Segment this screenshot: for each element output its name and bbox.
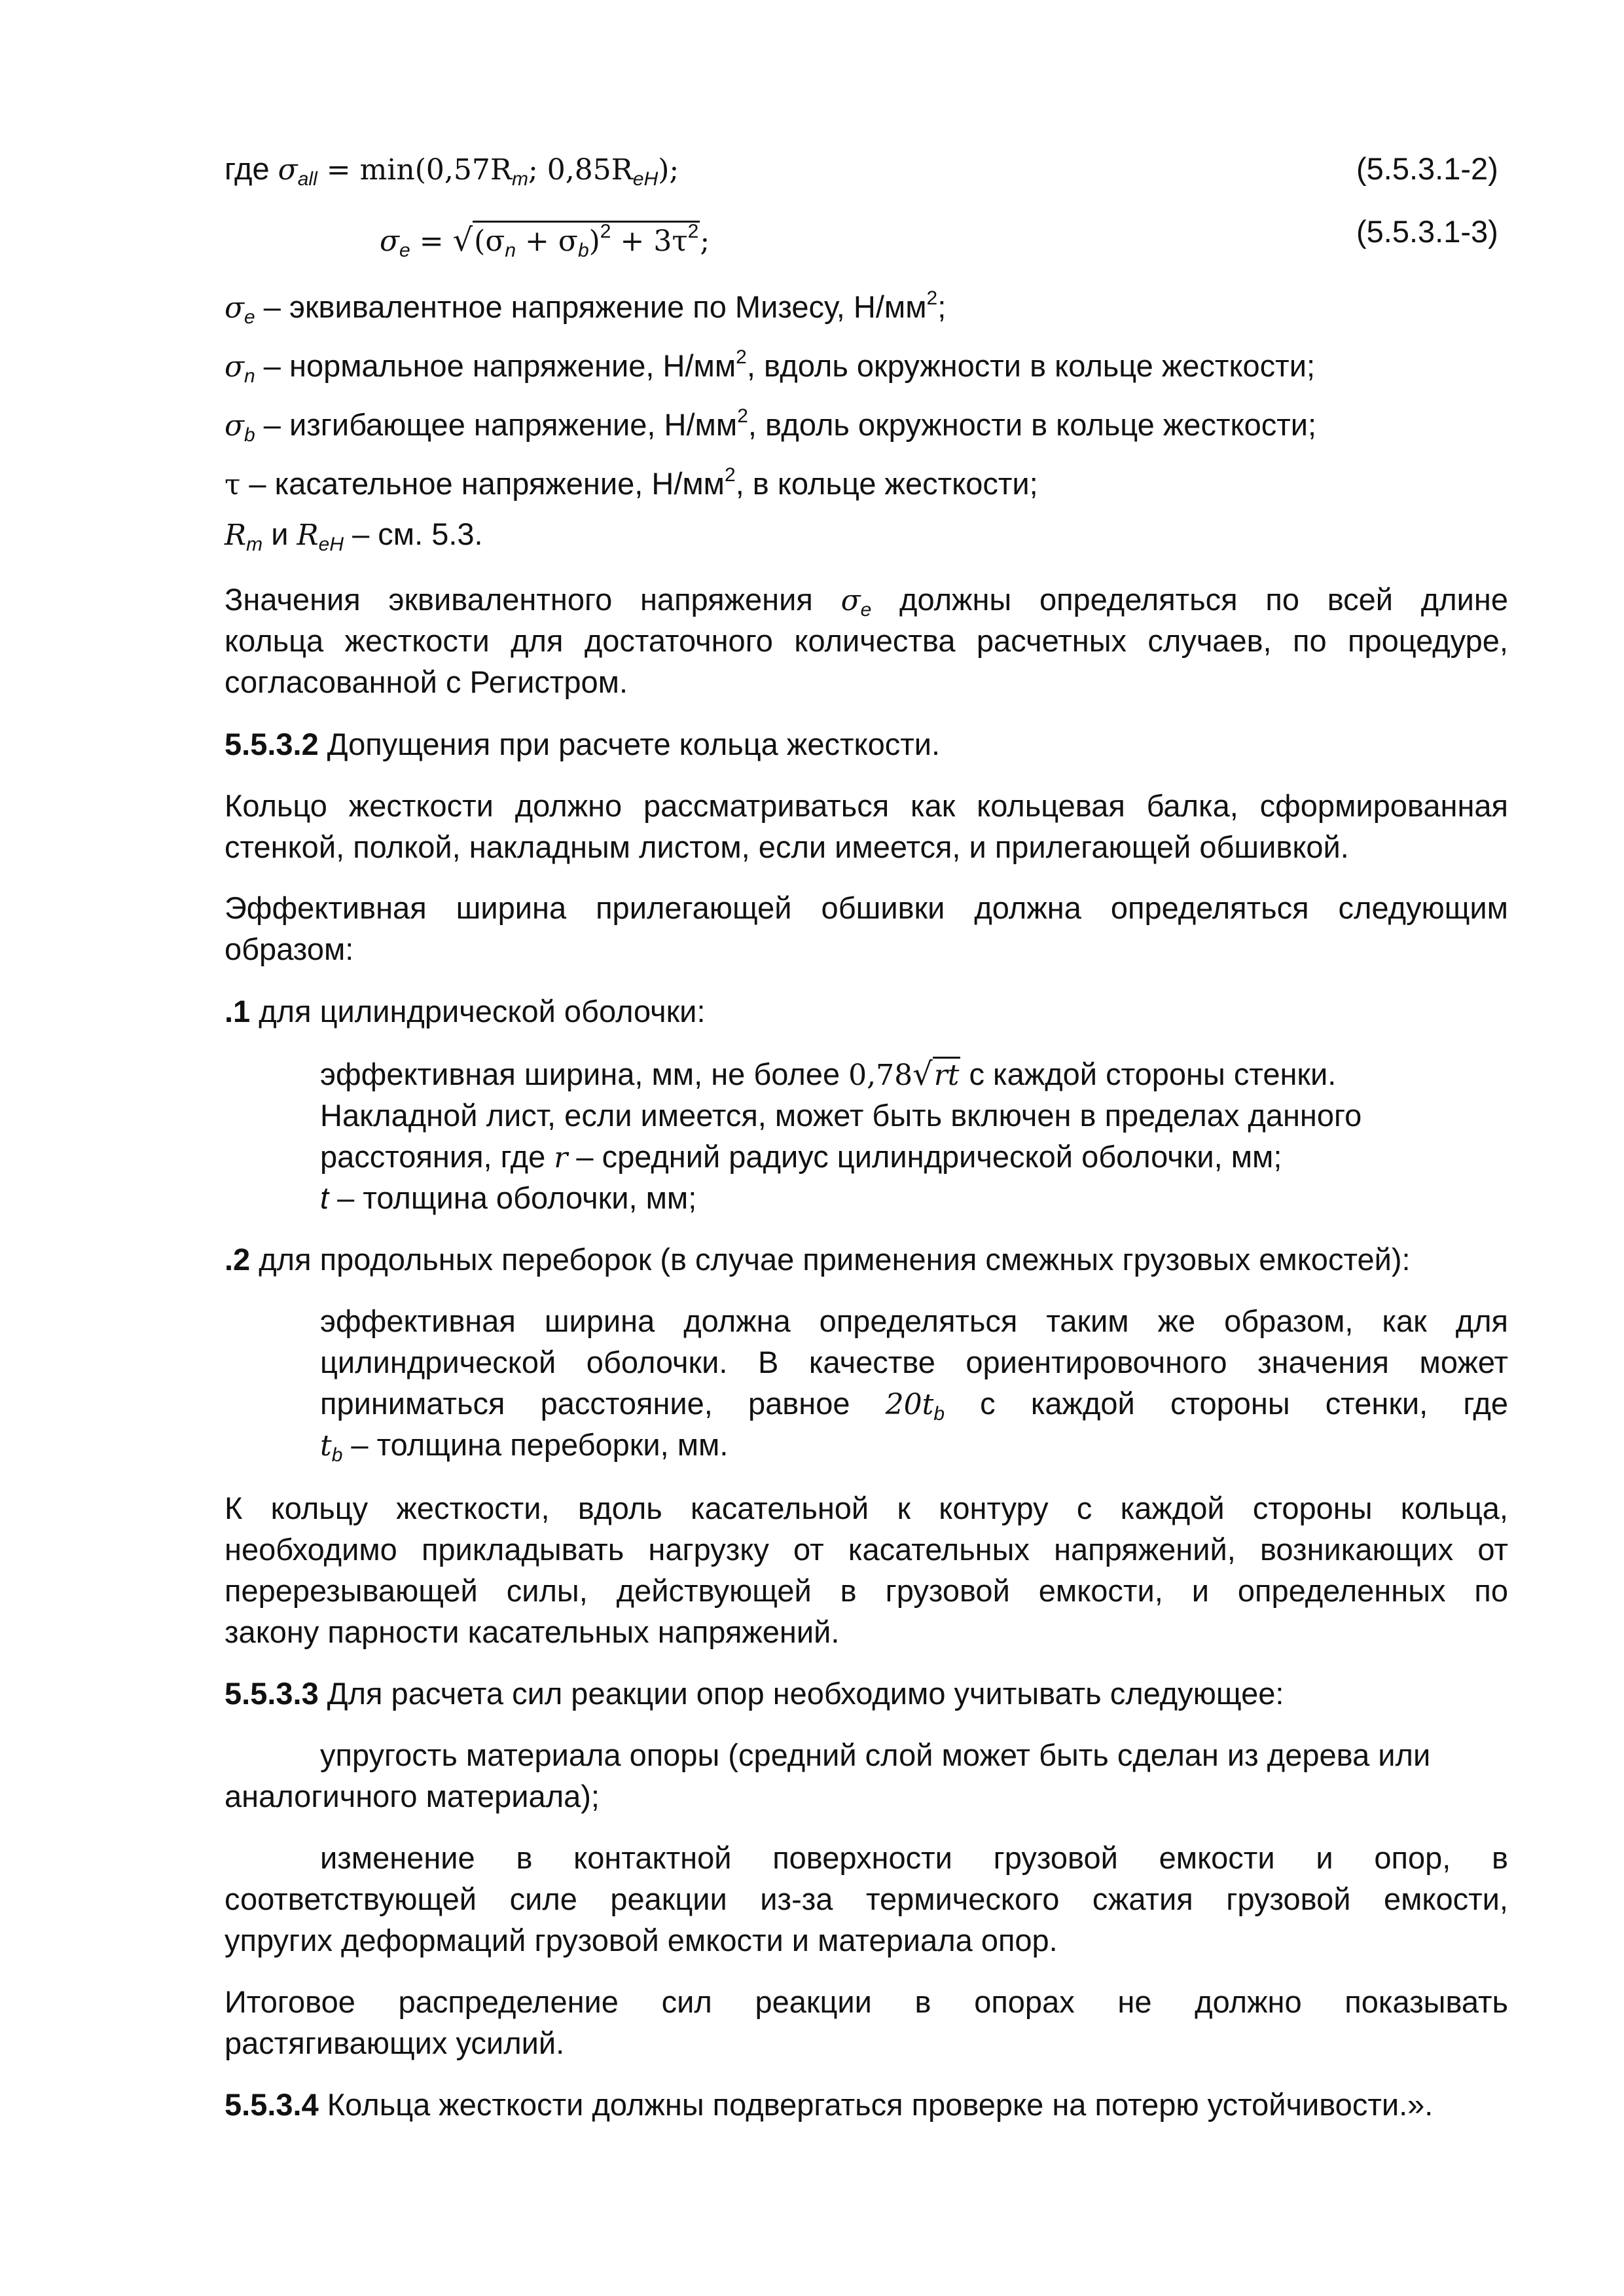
paragraph-line: упругих деформаций грузовой емкости и материала опор. [225,1923,1058,1958]
list-item-line: эффективная ширина, мм, не более 0,78√rt с каждой стороны стенки. [320,1056,1337,1093]
paragraph-line: закону парности касательных напряжений. [225,1614,840,1649]
paragraph-line: растягивающих усилий. [225,2026,565,2060]
formula-number: (5.5.3.1-3) [1356,214,1498,249]
paragraph-line: согласованной с Регистром. [225,665,628,699]
definition-sigma-e: $\sigma_e$ – эквивалентное напряжение по Мизесу, $Н/мм^2$; [225,287,947,328]
sqrt-sign: √ [912,1056,933,1093]
paragraph-line: аналогичного материала); [225,1779,600,1813]
list-item-line: t – толщина оболочки, мм; [320,1180,697,1215]
list-item-line: $t_b$ – толщина переборки, мм. [320,1427,729,1466]
paragraph-line: Значения эквивалентного напряжения $\sigma_e$ должны определяться по всей длине [225,582,1508,621]
paragraph-line: К кольцу жесткости, вдоль касательной к контуру с каждой стороны кольца, [225,1491,1508,1525]
list-item-line: расстояния, где r – средний радиус цилиндрической оболочки, мм; [320,1139,1282,1175]
paragraph-line: Итоговое распределение сил реакции в опорах не должно показывать [225,1984,1508,2019]
sqrt-sign: √ [452,222,473,259]
definition-sigma-b: $\sigma_b$ – изгибающее напряжение, $Н/мм^2$, вдоль окружности в кольце жесткости; [225,405,1317,446]
section-heading-5-5-3-4: 5.5.3.4 Кольца жесткости должны подвергаться проверке на потерю устойчивости.». [225,2087,1434,2122]
list-item-line: Накладной лист, если имеется, может быть включен в пределах данного [320,1098,1362,1133]
formula-number: (5.5.3.1-2) [1356,151,1498,186]
list-item-heading: .1 для цилиндрической оболочки: [225,994,706,1029]
list-item-line: цилиндрической оболочки. В качестве ориентировочного значения может [320,1345,1508,1379]
paragraph-line: необходимо прикладывать нагрузку от касательных напряжений, возникающих от [225,1532,1508,1567]
definition-rm-reh: $R_m$ и $R_{eH}$ – см. 5.3. [225,517,483,555]
paragraph-line: Кольцо жесткости должно рассматриваться как кольцевая балка, сформированная [225,788,1508,823]
paragraph-line: упругость материала опоры (средний слой может быть сделан из дерева или [320,1738,1431,1772]
paragraph-line: кольца жесткости для достаточного количества расчетных случаев, по процедуре, [225,623,1508,658]
paragraph-line: изменение в контактной поверхности грузовой емкости и опор, в [320,1840,1508,1875]
paragraph-line: образом: [225,932,354,966]
paragraph-line: стенкой, полкой, накладным листом, если имеется, и прилегающей обшивкой. [225,829,1349,864]
definition-tau: τ – касательное напряжение, $Н/мм^2$, в кольце жесткости; [225,464,1038,501]
formula-allowable-stress: где $\sigma_{all} = \min(0,57R_m$; $0,85R_{eH}$); [225,151,679,190]
list-item-line: приниматься расстояние, равное $20t_b$ с каждой стороны стенки, где [320,1386,1508,1425]
formula-von-mises: $\sigma_e = √(\sigma_n + \sigma_b)^2 + 3\tau^2$; [380,221,710,261]
section-heading-5-5-3-3: 5.5.3.3 Для расчета сил реакции опор необходимо учитывать следующее: [225,1676,1284,1711]
list-item-heading: .2 для продольных переборок (в случае применения смежных грузовых емкостей): [225,1242,1411,1277]
section-heading-5-5-3-2: 5.5.3.2 Допущения при расчете кольца жесткости. [225,727,941,761]
paragraph-line: перерезывающей силы, действующей в грузовой емкости, и определенных по [225,1573,1508,1608]
paragraph-line: Эффективная ширина прилегающей обшивки должна определяться следующим [225,890,1508,925]
definition-sigma-n: $\sigma_n$ – нормальное напряжение, $Н/мм^2$, вдоль окружности в кольце жесткости; [225,346,1316,387]
paragraph-line: соответствующей силе реакции из-за термического сжатия грузовой емкости, [225,1882,1508,1916]
list-item-line: эффективная ширина должна определяться таким же образом, как для [320,1303,1508,1338]
